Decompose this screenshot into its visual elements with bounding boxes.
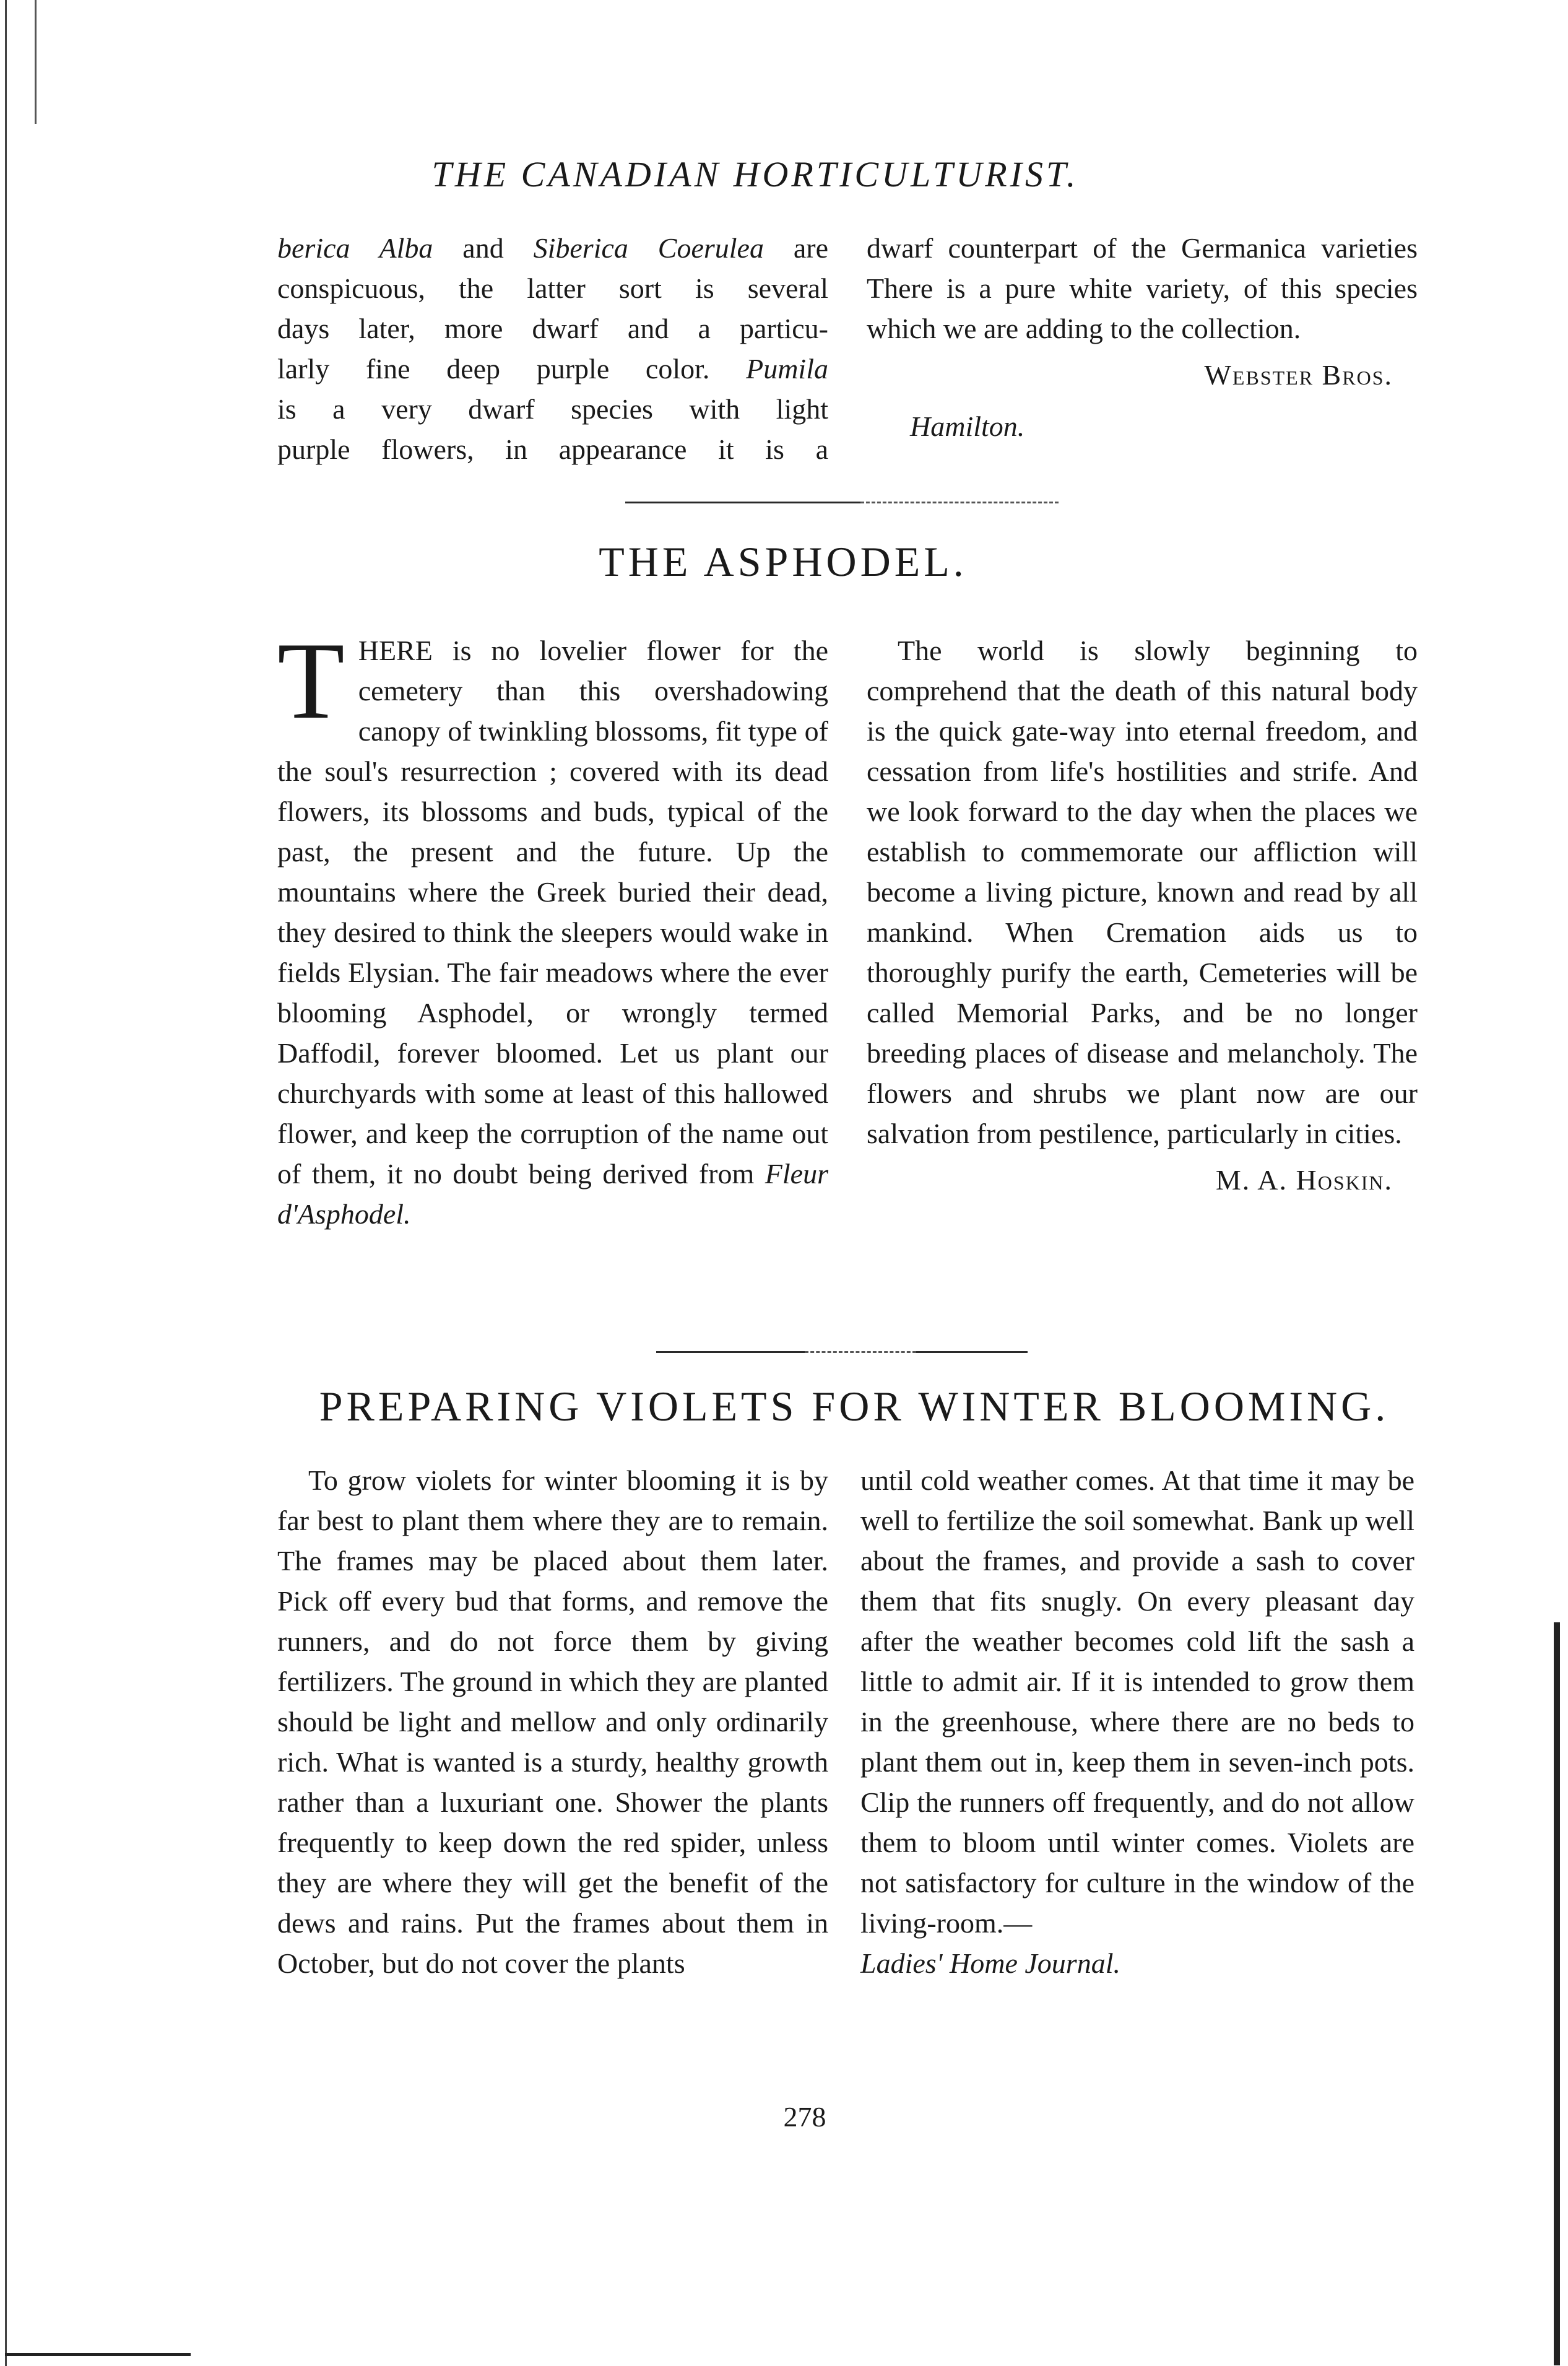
text-run: are: [763, 232, 828, 264]
continued-article-right-text: dwarf counterpart of the Germanica varieties There is a pure white variety, of this species which we are adding to the collection.: [867, 232, 1418, 344]
asphodel-signature: M. A. Hoskin.: [1215, 1164, 1393, 1196]
asphodel-left-column: [277, 619, 828, 1234]
scan-edge-bottom: [5, 2353, 191, 2356]
continued-article-place: Hamilton.: [910, 411, 1025, 442]
scan-edge-mark: [35, 0, 37, 124]
text-run: purple flowers, in appearance it is a: [277, 433, 828, 465]
continued-article-left-column: [277, 228, 828, 469]
text-run: conspicuous, the latter sort is several: [277, 272, 828, 304]
page-number: 278: [783, 2101, 826, 2133]
italic-run: Siberica Coerulea: [533, 232, 764, 264]
section-rule-dashed: [860, 502, 1059, 503]
text-run: is a very dwarf species with light: [277, 393, 828, 425]
asphodel-dropcap: T: [277, 619, 345, 742]
violets-source: Ladies' Home Journal.: [860, 1947, 1120, 1979]
violets-left-column: [277, 1460, 828, 1983]
violets-right-text: until cold weather comes. At that time it may be well to fertilize the soil somewhat. Bank up well about the frames, and provide a sash to cover them that fits snugly. On every pleasant day after the weather becomes cold lift the sash a little to admit air. If it is intended to grow them in the greenhouse, where there are no beds to plant them out in, keep them in seven-inch pots. Clip the runners off frequently, and do not allow them to bloom until winter comes. Violets are not satisfactory for culture in the window of the living-room.—: [860, 1464, 1414, 1939]
continued-article-line: [277, 349, 828, 389]
text-run: days later, more dwarf and a particu-: [277, 313, 828, 344]
running-head: THE CANADIAN HORTICULTURIST.: [431, 154, 1079, 194]
violets-title: PREPARING VIOLETS FOR WINTER BLOOMING.: [319, 1383, 1390, 1430]
continued-article-line: [277, 308, 828, 349]
violets-left-text: To grow violets for winter blooming it is by far best to plant them where they are to remain. The frames may be placed about them later. Pick off every bud that forms, and remove the runners, and do not force them by giving fertilizers. The ground in which they are planted should be light and mellow and only ordinarily rich. What is wanted is a sturdy, healthy growth rather than a luxuriant one. Shower the plants frequently to keep down the red spider, unless they are where they will get the benefit of the dews and rains. Put the frames about them in October, but do not cover the plants: [277, 1464, 828, 1979]
scan-edge-left: [5, 0, 11, 2366]
asphodel-right-column: [867, 630, 1418, 1200]
section-rule: [625, 502, 860, 503]
asphodel-left-end: Fleur d'Asphodel.: [277, 1158, 828, 1230]
text-run: larly fine deep purple color.: [277, 353, 747, 385]
continued-article-line: [277, 228, 828, 268]
scan-edge-right: [1554, 1622, 1560, 2365]
text-run: and: [433, 232, 534, 264]
continued-article-line: [277, 268, 828, 308]
asphodel-right-text: The world is slowly beginning to comprehend that the death of this natural body is the quick gate-way into eternal freedom, and cessation from life's hostilities and strife. And we look forward to the day when the places we establish to commemorate our affliction will become a living picture, known and read by all mankind. When Cremation aids us to thoroughly purify the earth, Cemeteries will be called Memorial Parks, and be no longer breeding places of disease and melancholy. The flowers and shrubs we plant now are our salvation from pestilence, particularly in cities.: [867, 635, 1418, 1149]
italic-run: Pumila: [746, 353, 828, 385]
section-rule: [656, 1351, 805, 1353]
continued-article-line: [277, 429, 828, 469]
asphodel-title: THE ASPHODEL.: [599, 538, 968, 585]
section-rule-dashed: [805, 1351, 916, 1353]
italic-run: berica Alba: [277, 232, 433, 264]
continued-article-line: [277, 389, 828, 429]
section-rule: [916, 1351, 1028, 1353]
violets-right-column: [860, 1460, 1414, 1983]
continued-article-signature: Webster Bros.: [1204, 359, 1393, 391]
asphodel-left-text: HERE is no lovelier flower for the cemetery than this overshadowing canopy of twinkling blossoms, fit type of the soul's resurrection ; covered with its dead flowers, its blossoms and buds, typical of the past, the present and the future. Up the mountains where the Greek buried their dead, they desired to think the sleepers would wake in fields Elysian. The fair meadows where the ever blooming Asphodel, or wrongly termed Daffodil, forever bloomed. Let us plant our churchyards with some at least of this hallowed flower, and keep the corruption of the name out of them, it no doubt being derived from: [277, 635, 828, 1190]
continued-article-right-column: [867, 228, 1418, 446]
